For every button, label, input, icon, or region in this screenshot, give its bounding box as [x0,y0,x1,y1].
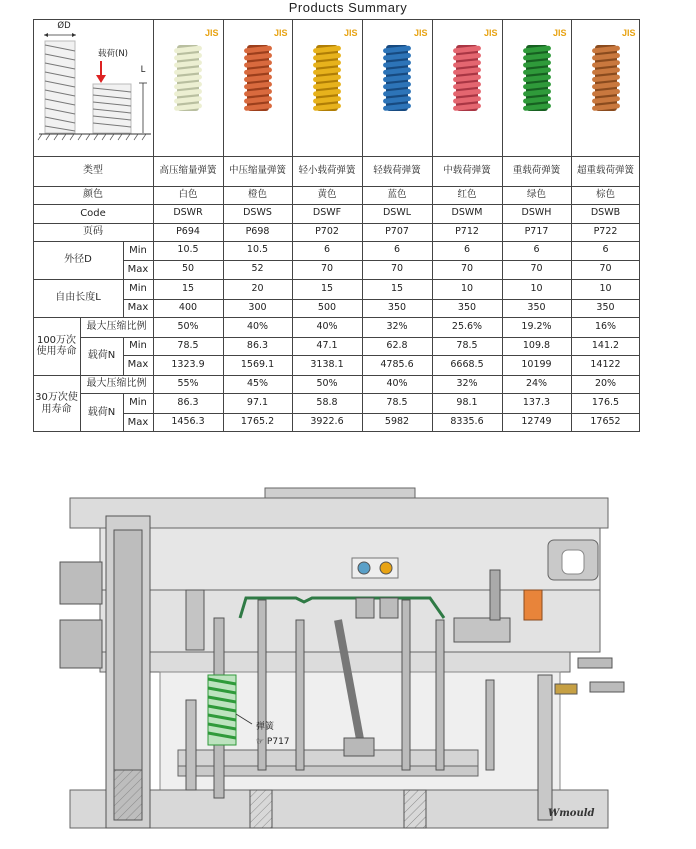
spring-callout-label: 弹簧 [256,722,275,732]
spring-color-name: 棕色 [595,188,615,200]
load-max-30: 1765.2 [240,416,275,428]
spring-page: P702 [315,225,339,237]
outer-diameter-max: 70 [320,263,334,275]
spring-page: P722 [593,225,618,237]
max-compression-100: 40% [316,320,338,332]
row-label-length-min: Min [129,283,147,295]
spring-code: DSWS [243,207,272,219]
row-label-load100-max: Max [127,359,149,371]
outer-diameter-max: 70 [530,263,543,275]
load-max-30: 17652 [590,416,621,428]
outer-diameter-min: 6 [393,244,401,256]
load-max-30: 12749 [521,416,552,428]
free-length-min: 15 [181,282,195,294]
spring-color-name: 绿色 [526,188,546,200]
jis-label: JIS [205,28,219,38]
row-label-load100-min: Min [129,340,147,352]
outer-diameter-min: 10.5 [246,244,269,256]
die-spring-image-dswr [173,43,203,113]
load-min-100: 47.1 [316,339,338,351]
page-title: Products Summary [288,0,408,15]
spring-code: DSWR [173,207,203,219]
max-compression-30: 50% [316,377,338,389]
row-label-load-100: 载荷N [87,350,116,362]
load-min-30: 86.3 [177,396,199,408]
free-length-max: 400 [178,301,198,313]
free-length-min: 10 [530,282,543,294]
free-length-min: 20 [251,282,264,294]
jis-label: JIS [344,28,358,38]
spring-page: P707 [385,225,409,237]
max-compression-100: 25.6% [451,320,483,332]
spring-color-name: 白色 [178,188,198,200]
max-compression-30: 45% [246,377,269,389]
spring-code: DSWM [451,207,483,219]
spring-type: 轻小载荷弹簧 [298,164,356,176]
row-label-color: 颜色 [83,189,103,201]
max-compression-100: 16% [594,320,617,332]
load-min-100: 109.8 [522,339,551,351]
max-compression-100: 40% [246,320,269,332]
free-length-min: 15 [320,282,334,294]
spring-type: 中载荷弹簧 [443,164,491,176]
jis-label: JIS [622,28,636,38]
spring-type: 高压缩量弹簧 [159,164,217,176]
spring-page: P694 [176,225,200,237]
load-max-100: 1323.9 [171,358,205,370]
jis-label: JIS [414,28,428,38]
spring-color-name: 红色 [457,188,477,200]
outer-diameter-min: 6 [533,244,540,256]
row-label-load30-min: Min [129,397,147,409]
row-label-max-ratio-100: 最大压缩比例 [86,321,147,333]
free-length-max: 350 [527,301,546,313]
free-length-min: 10 [599,282,612,294]
spring-code: DSWH [521,207,552,219]
spring-page: P717 [524,225,549,237]
spring-type: 超重载荷弹簧 [576,164,634,176]
load-min-30: 58.8 [316,396,338,408]
row-label-page: 页码 [83,226,103,238]
outer-diameter-min: 6 [323,244,331,256]
load-min-100: 141.2 [591,339,620,351]
free-length-max: 350 [457,301,477,313]
spring-type: 轻载荷弹簧 [373,164,421,176]
spring-code: DSWF [312,207,342,219]
load-max-100: 3138.1 [310,358,344,370]
max-compression-30: 32% [456,377,478,389]
spring-callout-ref: ☞ P717 [256,737,290,747]
row-label-code: Code [80,207,106,219]
load-max-100: 14122 [590,358,621,370]
load-max-30: 5982 [384,416,410,428]
row-label-od-max: Max [127,263,149,275]
max-compression-100: 50% [177,320,199,332]
row-label-life-30: 30万次使用寿命 [35,392,78,415]
load-max-30: 8335.6 [450,416,484,428]
load-max-100: 6668.5 [450,358,484,370]
free-length-max: 500 [317,301,337,313]
free-length-max: 350 [596,301,615,313]
load-max-100: 10199 [521,358,552,370]
load-min-30: 78.5 [386,396,408,408]
row-label-max-ratio-30: 最大压缩比例 [86,378,147,390]
jis-label: JIS [484,28,498,38]
load-min-100: 78.5 [177,339,199,351]
spring-code: DSWL [382,207,412,219]
load-max-30: 3922.6 [310,416,344,428]
load-max-100: 1569.1 [240,358,275,370]
die-spring-image-dswl [382,43,412,113]
row-label-outer-diameter: 外径D [64,254,92,266]
load-max-100: 4785.6 [380,358,414,370]
load-min-100: 78.5 [456,339,478,351]
spring-color-name: 蓝色 [387,188,407,200]
brand-wordmark: Wmould [548,808,595,819]
spring-type: 重载荷弹簧 [512,164,561,176]
row-label-load-30: 载荷N [87,406,116,418]
row-label-free-length: 自由长度L [55,292,101,304]
products-summary-table [33,19,640,432]
mold-assembly-drawing [0,470,696,849]
outer-diameter-max: 50 [181,263,195,275]
spring-color-name: 橙色 [247,188,267,200]
load-min-30: 176.5 [591,396,620,408]
load-min-100: 86.3 [246,339,269,351]
die-spring-image-dswm [452,43,482,113]
diameter-label: ØD [57,21,71,32]
spring-code: DSWB [590,207,621,219]
free-length-max: 350 [387,301,407,313]
max-compression-100: 32% [386,320,408,332]
row-label-length-max: Max [127,302,149,314]
load-min-30: 137.3 [522,396,551,408]
free-length-max: 300 [248,301,267,313]
spring-page: P712 [455,225,479,237]
outer-diameter-min: 10.5 [177,244,199,256]
jis-label: JIS [274,28,288,38]
row-label-od-min: Min [129,244,147,256]
row-label-type: 类型 [83,165,103,177]
outer-diameter-min: 6 [602,244,609,256]
spring-type: 中压缩量弹簧 [228,164,286,176]
die-spring-image-dswb [591,43,621,113]
outer-diameter-min: 6 [463,244,471,256]
load-max-30: 1456.3 [171,416,205,428]
load-min-30: 98.1 [456,396,478,408]
outer-diameter-max: 70 [390,263,404,275]
max-compression-30: 40% [386,377,408,389]
free-length-min: 10 [460,282,474,294]
spring-load-diagram [36,21,154,153]
outer-diameter-max: 70 [460,263,474,275]
jis-label: JIS [553,28,567,38]
length-label: L [140,65,146,76]
die-spring-image-dsws [243,43,273,113]
max-compression-30: 24% [525,377,548,389]
spring-page: P698 [245,225,270,237]
row-label-load30-max: Max [127,416,149,428]
max-compression-100: 19.2% [521,320,552,332]
load-label: 载荷(N) [98,49,128,60]
die-spring-image-dswf [312,43,342,113]
load-min-100: 62.8 [386,339,408,351]
max-compression-30: 20% [594,377,617,389]
spring-color-name: 黄色 [317,188,337,200]
outer-diameter-max: 70 [599,263,612,275]
die-spring-image-dswh [522,43,552,113]
table-rule [33,19,640,20]
row-label-life-100: 100万次使用寿命 [36,334,77,357]
free-length-min: 15 [390,282,404,294]
load-min-30: 97.1 [246,396,269,408]
outer-diameter-max: 52 [251,263,264,275]
max-compression-30: 55% [177,377,199,389]
